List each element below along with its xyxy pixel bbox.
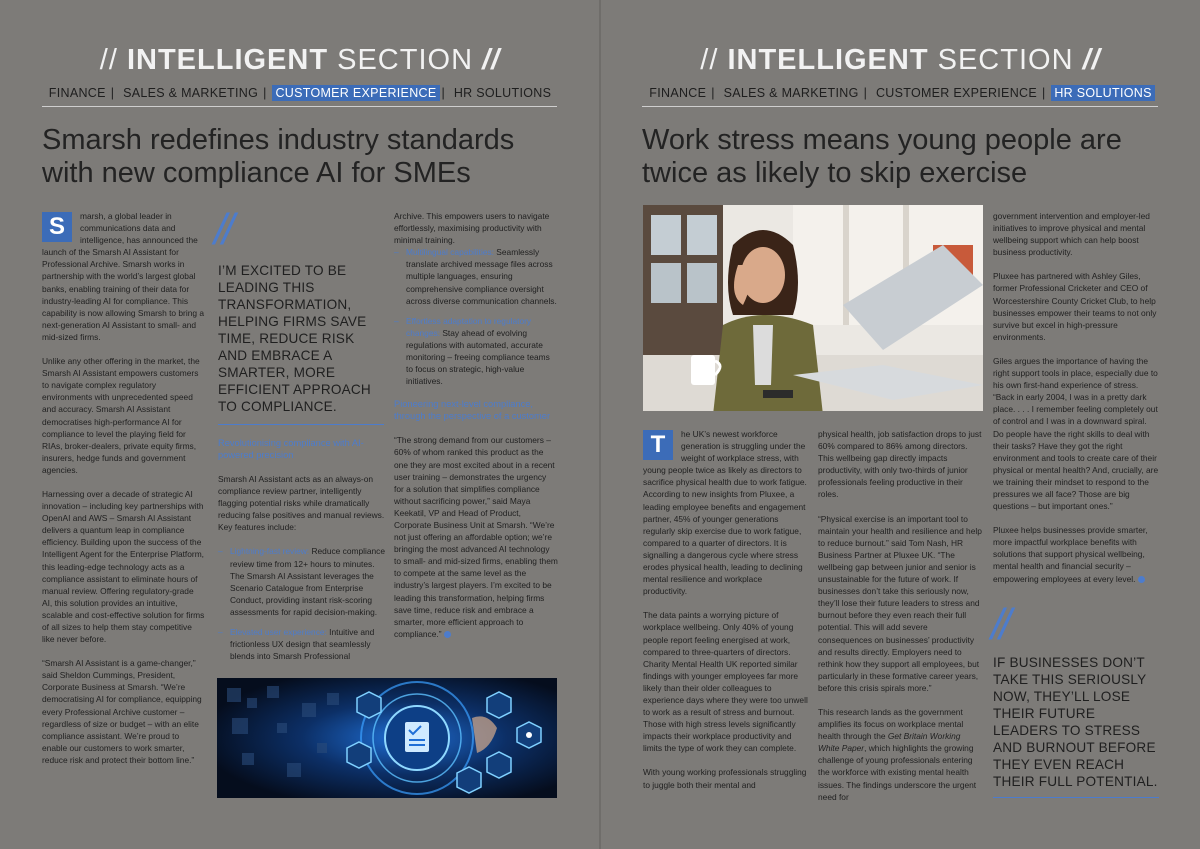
section-masthead-right [601, 44, 1200, 77]
header-rule [42, 106, 557, 107]
nav-customer-experience[interactable]: CUSTOMER EXPERIENCE [875, 86, 1037, 100]
masthead-light: SECTION [337, 44, 474, 76]
nav-finance[interactable]: FINANCE [649, 86, 707, 100]
pullquote-slashes: // [991, 600, 1008, 649]
feature-bullet: – Multilingual capabilities: Seamlessly translate archived message files across multiple languages, ensuring comprehensive compliance oversight across diverse communication channels. [394, 246, 558, 306]
nav-hr-solutions[interactable]: HR SOLUTIONS [1051, 85, 1154, 101]
header-rule [642, 106, 1158, 107]
nav-finance[interactable]: FINANCE [48, 86, 106, 100]
pullquote: I’M EXCITED TO BE LEADING THIS TRANSFORMATION, HELPING FIRMS SAVE TIME, REDUCE RISK AND EMBRACE A SMARTER, MORE EFFICIENT APPROACH TO COMPLIANCE. [218, 263, 371, 414]
right-column-2: physical health, job satisfaction drops to just 60% compared to 86% among directors. This wellbeing gap directly impacts productivity, with only two-thirds of junior professionals feeling productive in their roles. “Physical exercise is an important tool to maintain your health and resilience and help to reduce burnout.” said Tom Nash, HR Business Partner at Pluxee UK. “The wellbeing gap between junior and senior is unsustainable for the future of work. If businesses don’t take this seriously now, they’ll lose their future leaders to stress and burnout before they even reach their full potential. This will add severe consequences on businesses’ productivity and results directly. Employers need to rethink how they support all employees, but particularly in these formative career years, before this crisis spirals more.” This research lands as the government amplifies its focus on workplace mental health through the Get Britain Working White Paper, which highlights the growing challenge of young professionals entering the workforce with existing mental health issues. The findings underscore the urgent need for [818, 429, 982, 802]
dropcap: S [42, 212, 72, 242]
masthead-bold: INTELLIGENT [727, 44, 929, 76]
masthead-slashes: // [1082, 44, 1101, 76]
ai-compliance-image [217, 678, 557, 798]
nav-sales-marketing[interactable]: SALES & MARKETING [123, 86, 259, 100]
masthead-slashes: // [99, 44, 118, 76]
pullquote-rule [218, 424, 384, 425]
stressed-worker-photo [643, 205, 983, 411]
section-nav-left: FINANCE | SALES & MARKETING | CUSTOMER EXPERIENCE | HR SOLUTIONS [0, 85, 600, 101]
subhead: Revolutionising compliance with AI-powered precision [218, 438, 364, 460]
pullquote-rule [993, 797, 1159, 798]
left-headline: Smarsh redefines industry standards with new compliance AI for SMEs [42, 124, 515, 189]
nav-sales-marketing[interactable]: SALES & MARKETING [723, 86, 859, 100]
left-column-1: S marsh, a global leader in communications data and intelligence, has announced the launch of the Smarsh AI Assistant for Professional Archive. Smarsh works in partnership with the world’s largest global banks, enabling training of their data for industry-leading AI for compliance. This capability is now allowing Smarsh to bring a next-generation AI Assistant to small- and mid-sized firms. Unlike any other offering in the market, the Smarsh AI Assistant empowers customers to navigate complex regulatory environments with unprecedented speed and accuracy. Smarsh AI Assistant democratises high-performance AI for compliance to level the playing field for RIAs, broker-dealers, private equity firms, insurers, hedge funds and government agencies. Harnessing over a decade of strategic AI innovation – including key partnerships with OpenAI and AWS – Smarsh AI Assistant delivers a quantum leap in compliance efficiency. Building upon the success of the Intelligent Agent for the Enterprise Platform, this leading-edge technology acts as a compliance assistant to eliminate hours of manual review. Offering regulatory-grade AI, this solution provides an intuitive, scalable and cost-effective solution for firms of all sizes to help them stay competitive like never before. “Smarsh AI Assistant is a game-changer,” said Sheldon Cummings, President, Corporate Business at Smarsh. “We’re democratising AI for compliance, equipping every Professional Archive customer – regardless of size or budget – with an elite compliance assistant. We’re proud to enable our customers to work smarter, reduce risk and protect their bottom line.” [42, 211, 205, 765]
right-column-1: T he UK’s newest workforce generation is struggling under the weight of workplace stress, with young people twice as likely as directors to sacrifice physical health due to work fatigue. According to new insights from Pluxee, a leading employee benefits and engagement partner, 45% of younger generations regularly skip exercise due to work fatigue, compared to a quarter of directors. It is signalling a dangerous cycle where stress erodes physical health, leading to declining mental resilience and workplace productivity. The data paints a worrying picture of workplace wellbeing. Only 40% of young people report feeling energised at work, compared to three-quarters of directors. Charity Mental Health UK reported similar findings with younger employees far more likely than their older colleagues to experience days where they were too unwell to work as a result of stress and burnout. Those with high stress levels significantly impacts their workplace productivity and limits the type of work they can complete. With young working professionals struggling to juggle both their mental and [643, 429, 808, 790]
pullquote: IF BUSINESSES DON’T TAKE THIS SERIOUSLY NOW, THEY’LL LOSE THEIR FUTURE LEADERS TO STRESS AND BURNOUT BEFORE THEY EVEN REACH THEIR FULL POTENTIAL. [993, 655, 1158, 789]
right-page [601, 0, 1200, 849]
section-nav-right: FINANCE | SALES & MARKETING | CUSTOMER EXPERIENCE | HR SOLUTIONS [601, 85, 1200, 101]
masthead-light: SECTION [937, 44, 1074, 76]
end-mark-icon [444, 631, 451, 638]
pullquote-slashes: // [214, 205, 231, 254]
masthead-slashes: // [700, 44, 719, 76]
end-mark-icon [1138, 576, 1145, 583]
right-headline: Work stress means young people are twice as likely to skip exercise [642, 124, 1122, 189]
left-column-3: Archive. This empowers users to navigate effortlessly, maximising productivity with minimal training. – Multilingual capabilities: Seamlessly translate archived message files across multiple languages, ensuring comprehensive compliance oversight across diverse communication channels. – Effortless adaptation to regulatory changes: Stay ahead of evolving regulations with automated, accurate monitoring – freeing compliance teams to focus on strategic, high-value initiatives. Pioneering next-level compliance, through the perspective of a customer “The strong demand from our customers – 60% of whom ranked this product as the one they are most excited about in a recent user training – demonstrates the urgency for a solution that simplifies compliance without sacrificing power,” said Maya Keekatil, VP and Head of Product, Corporate Business Unit at Smarsh. “We’re not just offering an affordable option; we’re bringing the most advanced AI technology to small- and mid-sized firms, enabling them to compete at the same level as the industry’s largest players. I’m excited to be leading this transformation, helping firms save time, reduce risk and embrace a smarter, more efficient approach to compliance.” [394, 210, 558, 652]
right-column-3: government intervention and employer-led initiatives to improve physical and mental wellbeing support which can help boost business productivity. Pluxee has partnered with Ashley Giles, former Professional Cricketer and CEO of Worcestershire County Cricket Club, to help businesses empower their teams to not only survive but excel in high-pressure environments. Giles argues the importance of having the right support tools in place, especially due to his own first-hand experience of stress. “Back in early 2004, I was in a pretty dark place. . . . I remember feeling completely out of control and I was in a downward spiral. Do people have the right skills to deal with their tasks? Have they got the right environment and tools to create care of their physical or mental health? And, crucially, are we training their mindset to respond to the pressures we all face? Those are big questions – but important ones.” Pluxee helps businesses provide smarter, more impactful workplace benefits with solutions that support physical wellbeing, mental health and financial security – empowering employees at every level. [993, 211, 1159, 584]
masthead-slashes: // [482, 44, 501, 76]
nav-hr-solutions[interactable]: HR SOLUTIONS [453, 86, 552, 100]
feature-bullet: – Elevated user experience: Intuitive and frictionless UX design that seamlessly blends into Smarsh Professional [218, 626, 386, 662]
left-column-2: Revolutionising compliance with AI-powered precision Smarsh AI Assistant acts as an always-on compliance review partner, intelligently flagging potential risks while dramatically reducing false positives and manual reviews. Key features include: – Lightning-fast review: Reduce compliance review time from 12+ hours to minutes. The Smarsh AI Assistant leverages the Scenario Catalogue from Enterprise Conduct, providing instant risk-scoring assessments for rapid decision-making. – Elevated user experience: Intuitive and frictionless UX design that seamlessly blends into Smarsh Professional [218, 438, 386, 670]
section-masthead-left [0, 44, 600, 77]
masthead-bold: INTELLIGENT [126, 44, 329, 76]
feature-bullet: – Lightning-fast review: Reduce compliance review time from 12+ hours to minutes. The Smarsh AI Assistant leverages the Scenario Catalogue from Enterprise Conduct, providing instant risk-scoring assessments for rapid decision-making. [218, 545, 386, 618]
subhead: Pioneering next-level compliance, through the perspective of a customer [394, 399, 551, 421]
dropcap: T [643, 430, 673, 460]
feature-bullet: – Effortless adaptation to regulatory changes: Stay ahead of evolving regulations with automated, accurate monitoring – freeing compliance teams to focus on strategic, high-value initiatives. [394, 315, 558, 388]
nav-customer-experience[interactable]: CUSTOMER EXPERIENCE [272, 85, 439, 101]
